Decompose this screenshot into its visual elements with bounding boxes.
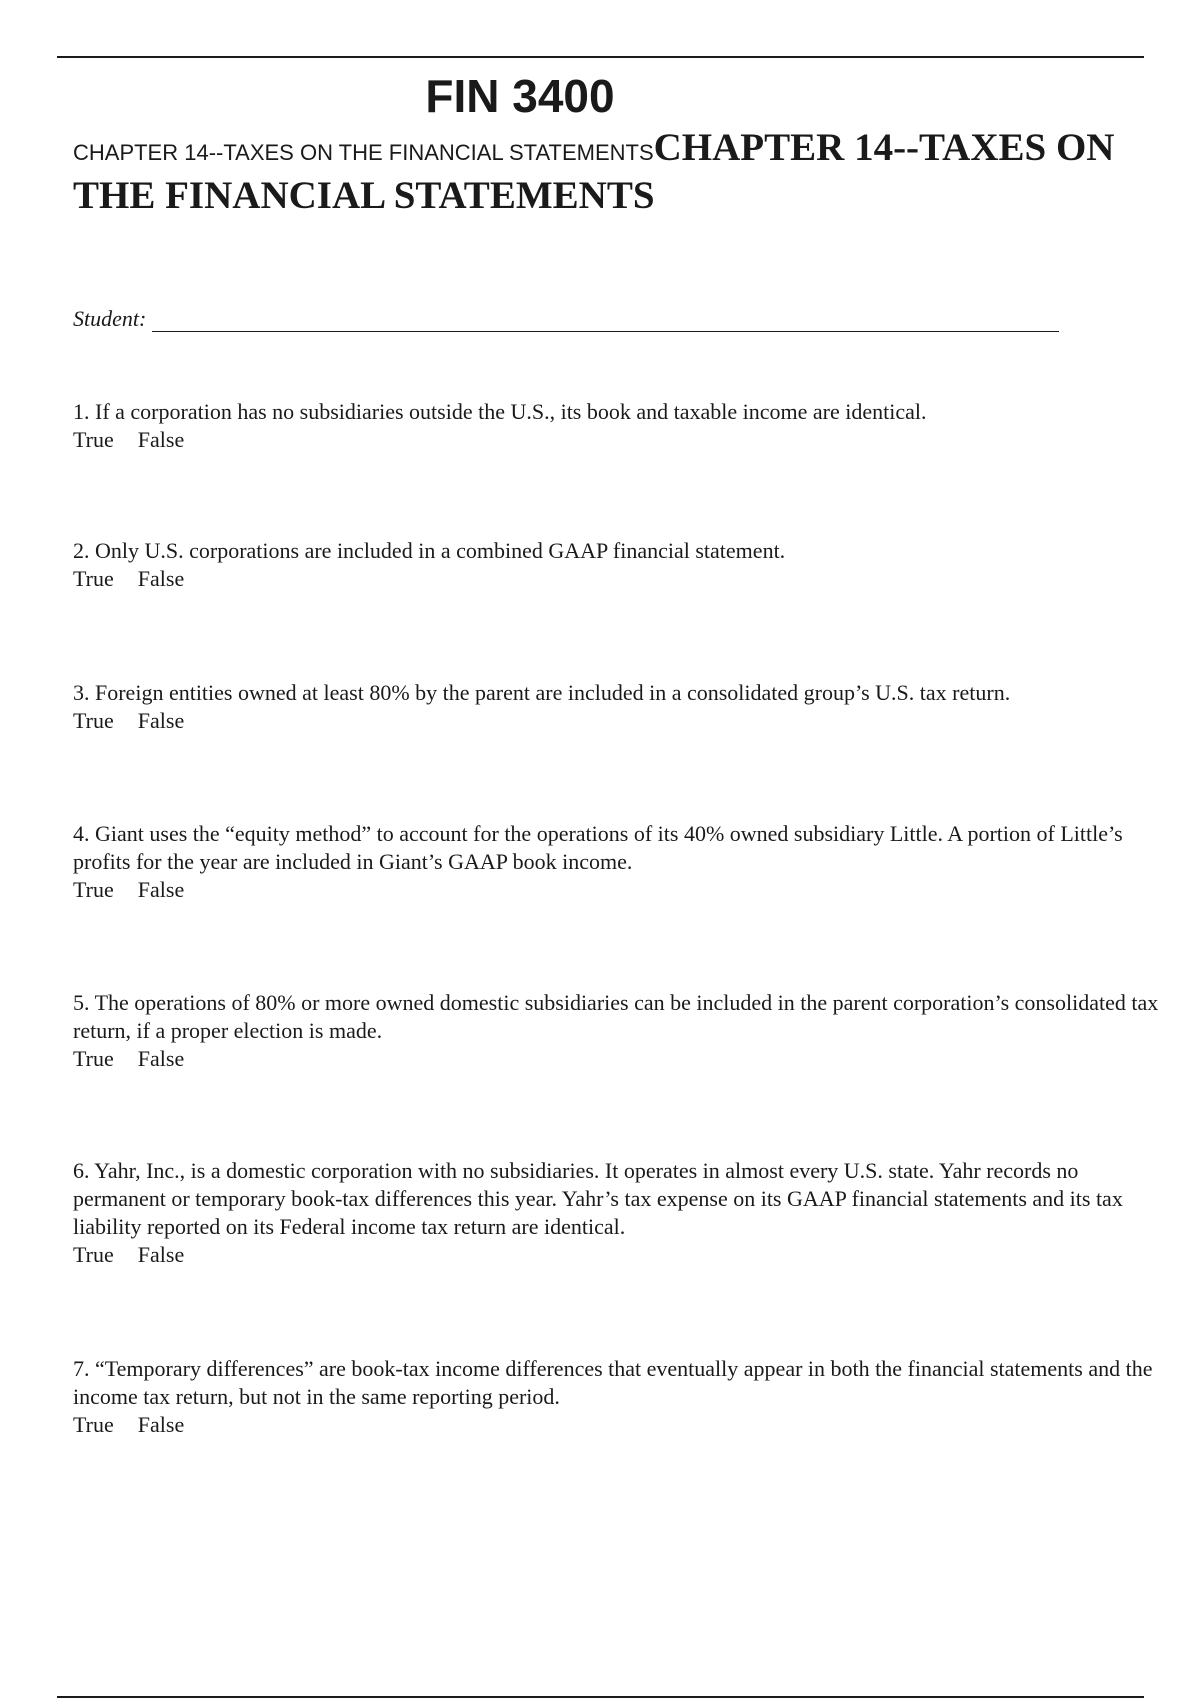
false-option[interactable]: False <box>137 708 185 733</box>
question <box>73 1157 1163 1269</box>
false-option[interactable]: False <box>137 1046 185 1071</box>
student-label: Student: <box>73 306 147 331</box>
true-false-options <box>73 876 1163 904</box>
true-false-options <box>73 1045 1163 1073</box>
bottom-rule <box>57 1696 1144 1698</box>
chapter-heading <box>73 124 1148 220</box>
question <box>73 537 1163 593</box>
question <box>73 398 1163 454</box>
true-option[interactable]: True <box>73 1046 114 1071</box>
question-text: 6. Yahr, Inc., is a domestic corporation with no subsidiaries. It operates in almost every U.S. state. Yahr records no permanent or temporary book-tax differences this year. Yahr’s tax expense on its GAAP financial statements and its tax liability reported on its Federal income tax return are identical. <box>73 1158 1123 1239</box>
true-false-options <box>73 565 1163 593</box>
true-false-options <box>73 1411 1163 1439</box>
student-field <box>73 306 1059 332</box>
question-text: 2. Only U.S. corporations are included in a combined GAAP financial statement. <box>73 538 786 563</box>
true-option[interactable]: True <box>73 427 114 452</box>
question <box>73 820 1163 904</box>
question-text: 3. Foreign entities owned at least 80% by the parent are included in a consolidated group’s U.S. tax return. <box>73 680 1011 705</box>
true-false-options <box>73 707 1163 735</box>
true-option[interactable]: True <box>73 1412 114 1437</box>
false-option[interactable]: False <box>137 1242 185 1267</box>
question <box>73 989 1163 1073</box>
true-option[interactable]: True <box>73 1242 114 1267</box>
false-option[interactable]: False <box>137 566 185 591</box>
question-text: 7. “Temporary differences” are book-tax income differences that eventually appear in both the financial statements and the income tax return, but not in the same reporting period. <box>73 1356 1153 1409</box>
student-name-line[interactable] <box>152 309 1059 332</box>
false-option[interactable]: False <box>137 1412 185 1437</box>
true-option[interactable]: True <box>73 877 114 902</box>
true-false-options <box>73 426 1163 454</box>
false-option[interactable]: False <box>137 877 185 902</box>
true-false-options <box>73 1241 1163 1269</box>
true-option[interactable]: True <box>73 566 114 591</box>
course-title: FIN 3400 <box>425 70 615 122</box>
question-text: 1. If a corporation has no subsidiaries outside the U.S., its book and taxable income are identical. <box>73 399 927 424</box>
chapter-heading-small: CHAPTER 14--TAXES ON THE FINANCIAL STATEMENTS <box>73 140 654 165</box>
true-option[interactable]: True <box>73 708 114 733</box>
question <box>73 1355 1163 1439</box>
chapter-heading-large: CHAPTER 14--TAXES ON THE FINANCIAL STATEMENTS <box>73 126 1115 217</box>
question-text: 4. Giant uses the “equity method” to account for the operations of its 40% owned subsidiary Little. A portion of Little’s profits for the year are included in Giant’s GAAP book income. <box>73 821 1123 874</box>
false-option[interactable]: False <box>137 427 185 452</box>
top-rule <box>57 56 1144 58</box>
question-text: 5. The operations of 80% or more owned domestic subsidiaries can be included in the parent corporation’s consolidated tax return, if a proper election is made. <box>73 990 1159 1043</box>
question <box>73 679 1163 735</box>
